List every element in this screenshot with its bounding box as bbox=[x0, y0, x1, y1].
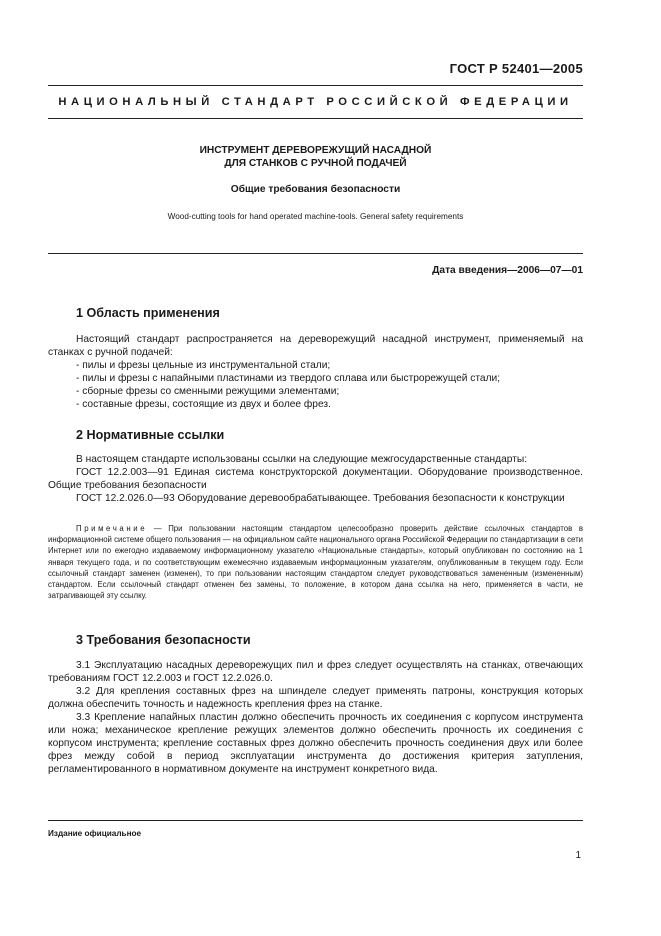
clause-3-1: 3.1 Эксплуатацию насадных дереворежущих пил и фрез следует осуществлять на станках, отвечающих требованиям ГОСТ 12.2.003 и ГОСТ 12.2.026.0. bbox=[48, 660, 583, 684]
list-item: - составные фрезы, состоящие из двух и более фрез. bbox=[76, 399, 331, 410]
section-1-paragraph: Настоящий стандарт распространяется на дереворежущий насадной инструмент, применяемый на станках с ручной подачей: bbox=[48, 334, 583, 358]
section-2-heading: 2 Нормативные ссылки bbox=[76, 428, 225, 442]
header-rule-bottom bbox=[48, 118, 583, 119]
list-item: - пилы и фрезы цельные из инструментальной стали; bbox=[76, 360, 331, 371]
introduction-date: Дата введения—2006—07—01 bbox=[432, 265, 583, 276]
section-1-heading: 1 Область применения bbox=[76, 306, 220, 320]
clause-3-2: 3.2 Для крепления составных фрез на шпинделе следует применять патроны, конструкция которых должна обеспечить точность и надежность крепления фрез на станке. bbox=[48, 686, 583, 710]
section-2-body bbox=[48, 453, 583, 505]
title-rule bbox=[48, 253, 583, 254]
note-text: — При пользовании настоящим стандартом целесообразно проверить действие ссылочных стандартов в информационной системе общего пользования — на официальном сайте национального органа Российской Федерации по стандартизации в сети Интернет или по ежегодно издаваемому информационному указателю «Национальные стандарты», который опубликован по состоянию на 1 января текущего года, и по соответствующим ежемесячно издаваемым информационным указателям, опубликованным в текущем году. Если ссылочный стандарт заменен (изменен), то при пользовании настоящим стандартом следует руководствоваться замененным (измененным) стандартом. Если ссылочный стандарт отменен без замены, то положение, в котором дана ссылка на него, применяется в части, не затрагивающей эту ссылку. bbox=[48, 524, 584, 601]
document-title bbox=[48, 144, 583, 170]
section-3-heading: 3 Требования безопасности bbox=[76, 633, 251, 647]
list-item: - сборные фрезы со сменными режущими элементами; bbox=[76, 386, 340, 397]
reference-gost-12-2-003: ГОСТ 12.2.003—91 Единая система конструкторской документации. Оборудование производственное. Общие требования безопасности bbox=[48, 467, 583, 491]
note-block bbox=[48, 523, 583, 601]
title-line-1: ИНСТРУМЕНТ ДЕРЕВОРЕЖУЩИЙ НАСАДНОЙ bbox=[199, 145, 432, 156]
edition-label: Издание официальное bbox=[48, 829, 142, 838]
document-subtitle: Общие требования безопасности bbox=[230, 184, 401, 195]
note-label: Примечание bbox=[76, 524, 148, 533]
footer-rule bbox=[48, 820, 583, 821]
header-rule-top bbox=[48, 85, 583, 86]
list-item: - пилы и фрезы с напайными пластинами из твердого сплава или быстрорежущей стали; bbox=[76, 373, 501, 384]
page-number: 1 bbox=[575, 850, 581, 861]
section-1-body bbox=[48, 333, 583, 411]
national-standard-banner: НАЦИОНАЛЬНЫЙ СТАНДАРТ РОССИЙСКОЙ ФЕДЕРАЦИИ bbox=[58, 96, 573, 108]
section-3-body bbox=[48, 659, 583, 776]
document-number: ГОСТ Р 52401—2005 bbox=[449, 61, 583, 76]
english-title: Wood-cutting tools for hand operated machine-tools. General safety requirements bbox=[167, 212, 464, 221]
section-2-paragraph: В настоящем стандарте использованы ссылки на следующие межгосударственные стандарты: bbox=[76, 454, 528, 465]
reference-gost-12-2-026: ГОСТ 12.2.026.0—93 Оборудование деревообрабатывающее. Требования безопасности к конструкции bbox=[76, 493, 565, 504]
clause-3-3: 3.3 Крепление напайных пластин должно обеспечить прочность их соединения с корпусом инструмента или ножа; механическое крепление режущих элементов должно обеспечить прочность их соединения с корпусом инструмента; крепление составных фрез должно обеспечить прочность соединения двух или более фрез между собой в период эксплуатации инструмента до достижения критерия затупления, регламентированного в нормативном документе на инструмент конкретного вида. bbox=[48, 712, 583, 775]
title-line-2: ДЛЯ СТАНКОВ С РУЧНОЙ ПОДАЧЕЙ bbox=[224, 158, 407, 169]
